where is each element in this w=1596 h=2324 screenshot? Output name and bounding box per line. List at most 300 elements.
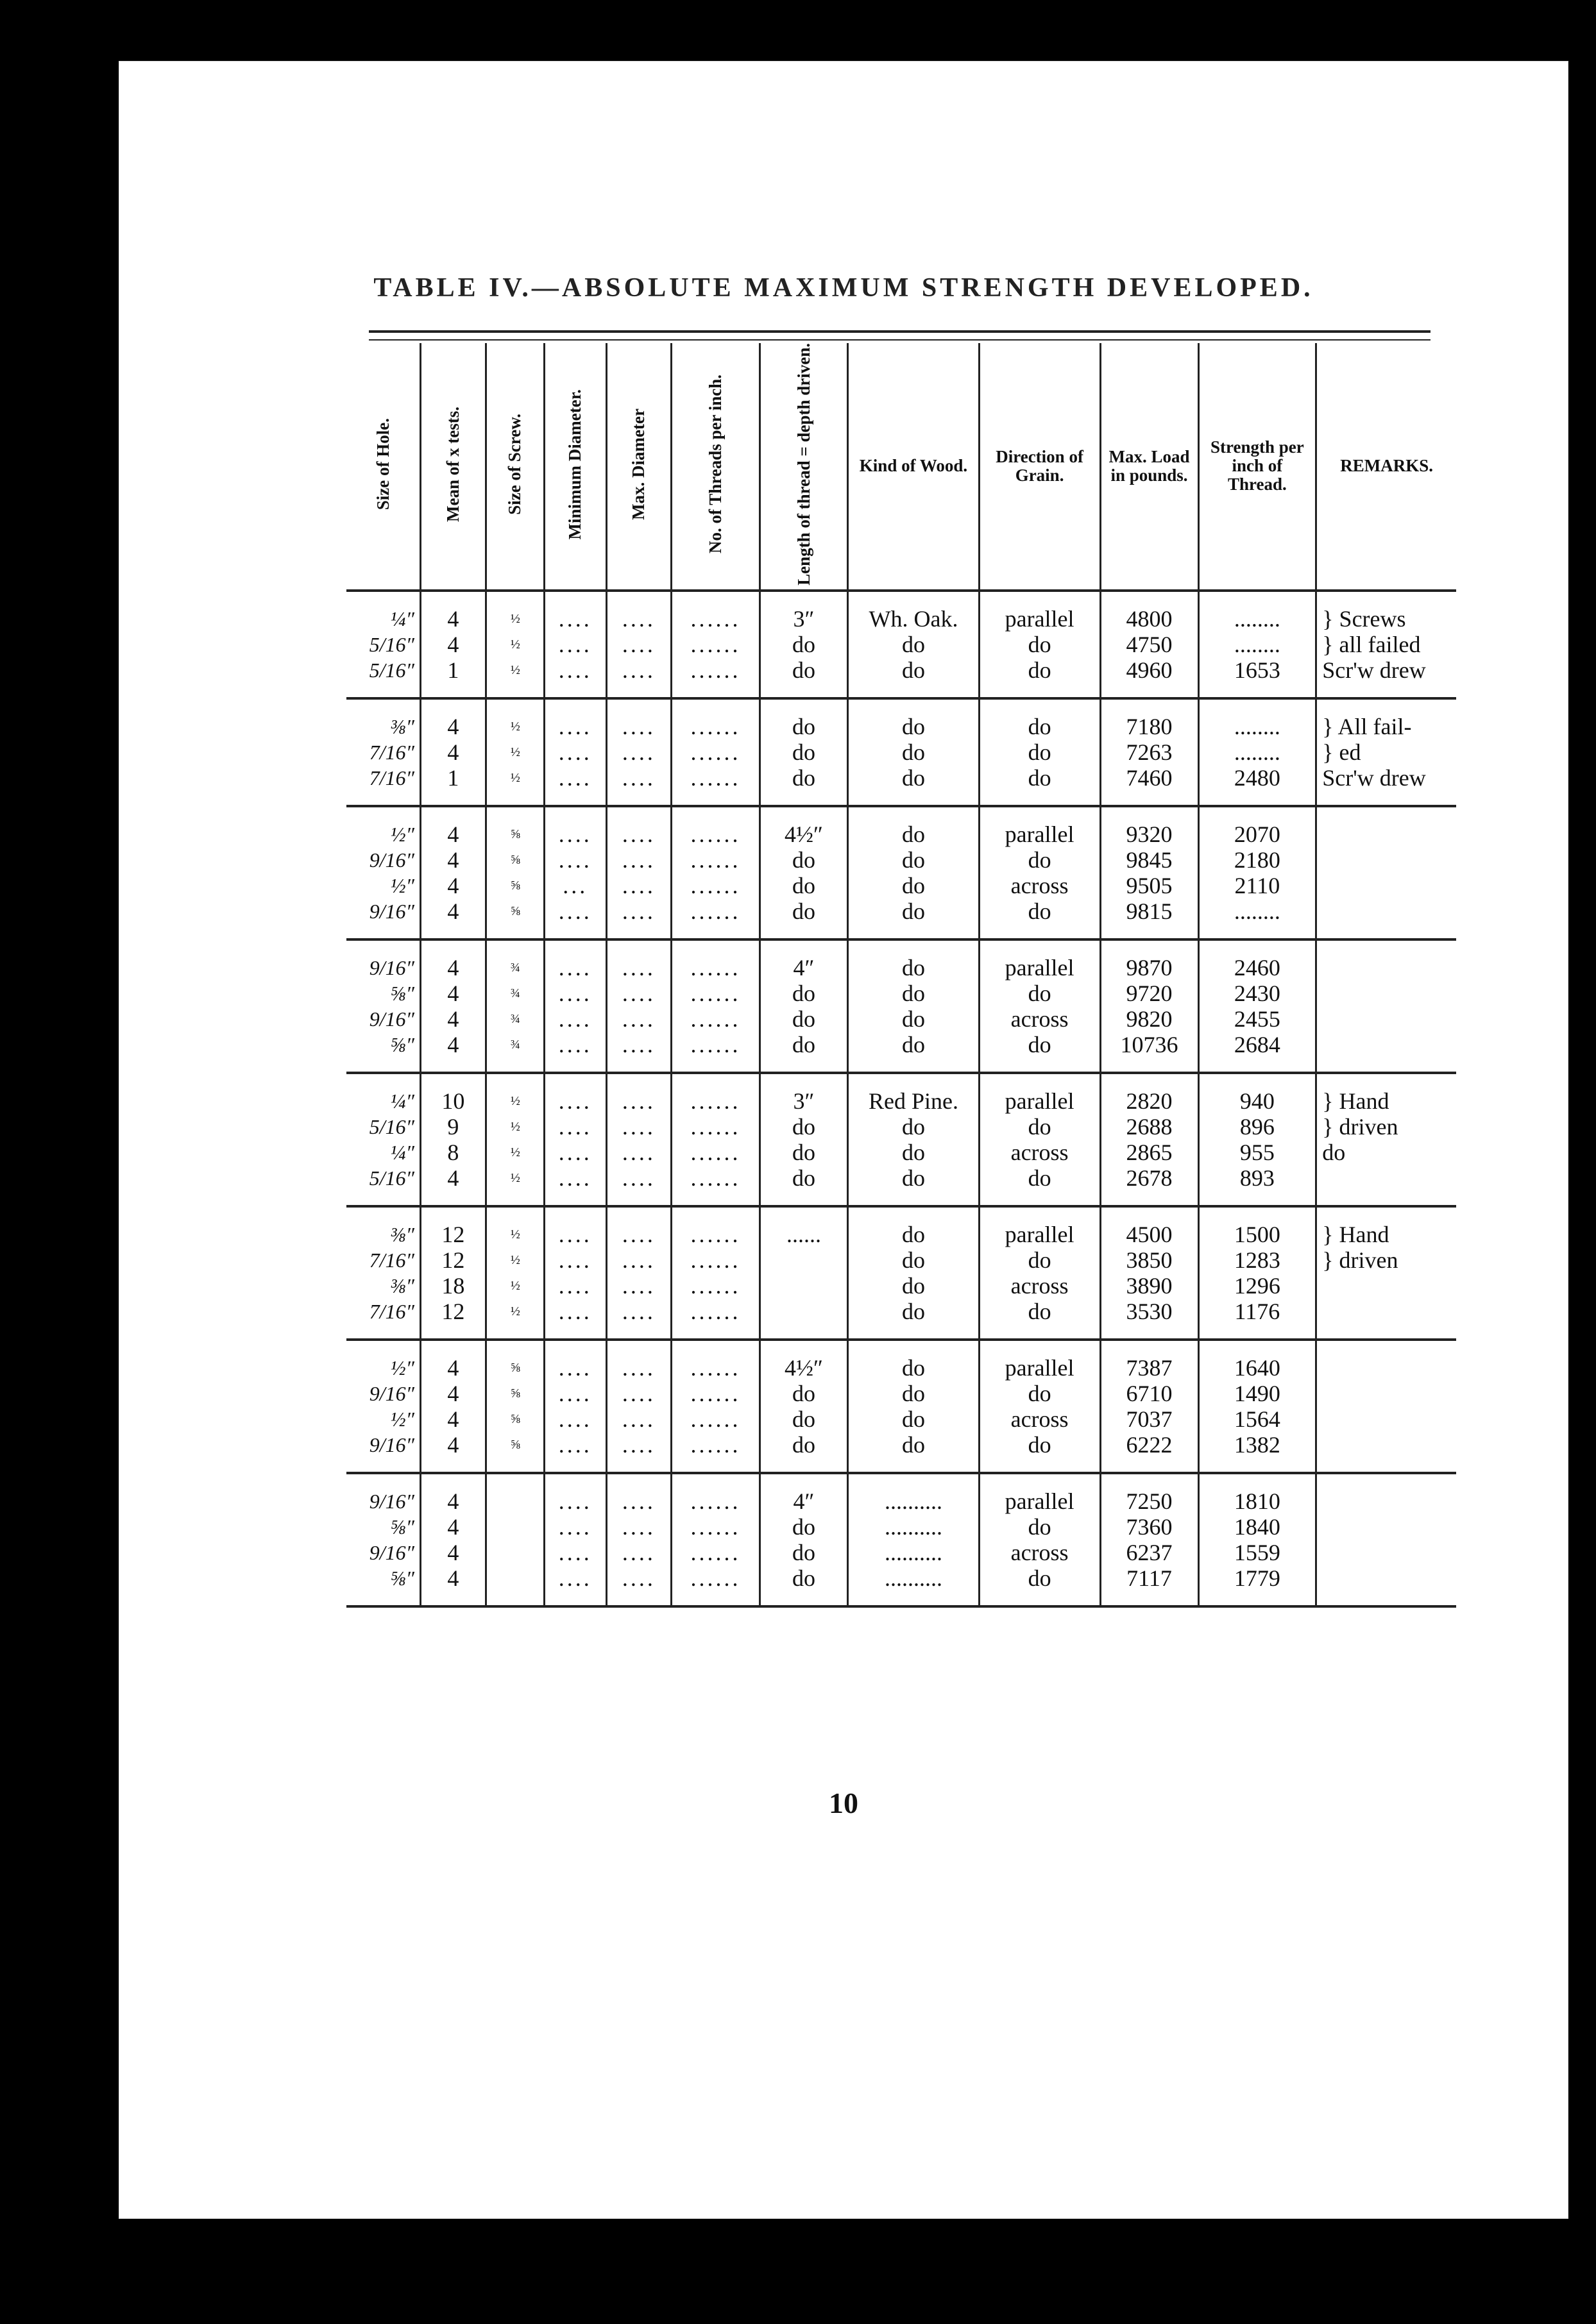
min-diameter-value: .... bbox=[558, 1565, 592, 1591]
remarks-value bbox=[1322, 1165, 1451, 1191]
remarks-value bbox=[1322, 1514, 1451, 1540]
mean-tests-value: 4 bbox=[447, 898, 459, 924]
threads-per-inch-cell bbox=[672, 1206, 760, 1340]
mean-tests-value: 4 bbox=[447, 713, 459, 739]
remarks-value bbox=[1322, 1406, 1451, 1432]
threads-per-inch-value: ...... bbox=[690, 605, 741, 632]
max-load-value: 7460 bbox=[1126, 764, 1173, 791]
max-diameter-cell bbox=[606, 591, 672, 698]
max-diameter-value: .... bbox=[622, 631, 656, 657]
screw-size-value: ½ bbox=[510, 1227, 520, 1242]
kind-of-wood-value: do bbox=[901, 713, 925, 739]
remarks-value bbox=[1322, 873, 1451, 898]
grain-direction-value: parallel bbox=[1005, 605, 1074, 632]
mean-tests-value: 4 bbox=[447, 846, 459, 873]
strength-per-inch-cell bbox=[1198, 698, 1316, 806]
strength-per-inch-cell bbox=[1198, 1340, 1316, 1473]
thread-length-value: do bbox=[792, 764, 816, 791]
grain-direction-cell bbox=[979, 939, 1100, 1073]
mean-tests-value: 4 bbox=[447, 1031, 459, 1057]
screw-size-value: ⅝ bbox=[510, 827, 520, 841]
min-diameter-value: .... bbox=[558, 764, 592, 791]
max-diameter-value: .... bbox=[622, 872, 656, 898]
screw-size-value: ½ bbox=[510, 719, 520, 734]
max-load-value: 4500 bbox=[1126, 1221, 1173, 1247]
remarks-value bbox=[1322, 821, 1451, 847]
kind-of-wood-value: do bbox=[901, 764, 925, 791]
remarks-value: Scr'w drew bbox=[1322, 764, 1426, 791]
threads-per-inch-value: ...... bbox=[690, 631, 741, 657]
screw-size-cell bbox=[486, 1340, 544, 1473]
threads-per-inch-value: ...... bbox=[690, 1165, 741, 1191]
strength-per-inch-cell bbox=[1198, 1473, 1316, 1606]
max-diameter-value: .... bbox=[622, 1380, 656, 1406]
remarks-cell bbox=[1316, 939, 1456, 1073]
mean-tests-value: 4 bbox=[447, 605, 459, 632]
max-diameter-value: .... bbox=[622, 846, 656, 873]
mean-tests-value: 1 bbox=[447, 657, 459, 683]
threads-per-inch-value: ...... bbox=[690, 764, 741, 791]
max-load-value: 6710 bbox=[1126, 1380, 1173, 1406]
hole-size-value: ½″ bbox=[390, 1356, 414, 1379]
threads-per-inch-cell bbox=[672, 1073, 760, 1206]
max-load-value: 7263 bbox=[1126, 739, 1173, 765]
strength-per-inch-cell bbox=[1198, 1206, 1316, 1340]
max-load-value: 2820 bbox=[1126, 1088, 1173, 1114]
strength-per-inch-value: ........ bbox=[1234, 713, 1280, 739]
table-title: TABLE IV.—ABSOLUTE MAXIMUM STRENGTH DEVELOPED. bbox=[373, 273, 1314, 303]
grain-direction-value: across bbox=[1010, 1006, 1069, 1032]
max-diameter-value: .... bbox=[622, 1139, 656, 1165]
min-diameter-cell bbox=[545, 939, 607, 1073]
threads-per-inch-value: ...... bbox=[690, 657, 741, 683]
kind-of-wood-cell bbox=[848, 806, 979, 939]
max-load-value: 10736 bbox=[1120, 1031, 1178, 1057]
hole-size-value: ⅜″ bbox=[390, 1274, 414, 1297]
min-diameter-value: .... bbox=[558, 821, 592, 847]
mean-tests-value: 12 bbox=[441, 1221, 465, 1247]
min-diameter-value: .... bbox=[558, 657, 592, 683]
screw-size-value: ⅝ bbox=[510, 1411, 520, 1426]
min-diameter-cell bbox=[545, 1473, 607, 1606]
max-diameter-value: .... bbox=[622, 1113, 656, 1140]
min-diameter-cell bbox=[545, 806, 607, 939]
min-diameter-value: .... bbox=[558, 1298, 592, 1324]
hole-size-value: 9/16″ bbox=[369, 1007, 414, 1031]
min-diameter-value: .... bbox=[558, 739, 592, 765]
max-diameter-value: .... bbox=[622, 821, 656, 847]
kind-of-wood-value: do bbox=[901, 739, 925, 765]
remarks-value bbox=[1322, 1381, 1451, 1406]
grain-direction-value: parallel bbox=[1005, 821, 1074, 847]
strength-per-inch-value: 1490 bbox=[1234, 1380, 1280, 1406]
strength-per-inch-value: 893 bbox=[1239, 1165, 1275, 1191]
max-diameter-value: .... bbox=[622, 1247, 656, 1273]
mean-tests-value: 4 bbox=[447, 1488, 459, 1514]
mean-tests-value: 4 bbox=[447, 1539, 459, 1565]
hole-size-value: 9/16″ bbox=[369, 1540, 414, 1564]
min-diameter-value: .... bbox=[558, 1406, 592, 1432]
kind-of-wood-value: do bbox=[901, 1139, 925, 1165]
remarks-value bbox=[1322, 1299, 1451, 1324]
thread-length-value bbox=[766, 1299, 842, 1324]
header-size-hole: Size of Hole. bbox=[373, 418, 393, 510]
hole-size-value: 5/16″ bbox=[369, 658, 414, 682]
threads-per-inch-value: ...... bbox=[690, 1513, 741, 1540]
mean-tests-value: 18 bbox=[441, 1272, 465, 1299]
remarks-value bbox=[1322, 1432, 1451, 1458]
max-load-cell bbox=[1100, 591, 1198, 698]
grain-direction-cell bbox=[979, 806, 1100, 939]
min-diameter-value: .... bbox=[558, 1539, 592, 1565]
screw-size-value: ¾ bbox=[510, 1011, 520, 1026]
grain-direction-value: do bbox=[1028, 1031, 1051, 1057]
screw-size-cell bbox=[486, 698, 544, 806]
max-load-value: 7180 bbox=[1126, 713, 1173, 739]
strength-per-inch-value: 1283 bbox=[1234, 1247, 1280, 1273]
grain-direction-value: across bbox=[1010, 1406, 1069, 1432]
header-kind-wood: Kind of Wood. bbox=[848, 343, 979, 591]
remarks-value bbox=[1322, 1006, 1451, 1032]
strength-per-inch-cell bbox=[1198, 806, 1316, 939]
screw-size-value: ⅝ bbox=[510, 1360, 520, 1375]
hole-size-value: ½″ bbox=[390, 1407, 414, 1431]
kind-of-wood-value: do bbox=[901, 898, 925, 924]
header-threads-per-inch: No. of Threads per inch. bbox=[705, 375, 725, 554]
screw-size-value: ½ bbox=[510, 1304, 520, 1318]
screw-size-value bbox=[492, 1488, 538, 1514]
max-load-value: 3850 bbox=[1126, 1247, 1173, 1273]
remarks-value: Scr'w drew bbox=[1322, 657, 1426, 683]
hole-size-value: ½″ bbox=[390, 873, 414, 897]
grain-direction-value: parallel bbox=[1005, 1221, 1074, 1247]
kind-of-wood-cell bbox=[848, 1340, 979, 1473]
min-diameter-cell bbox=[545, 1340, 607, 1473]
kind-of-wood-value: do bbox=[901, 1221, 925, 1247]
thread-length-value: do bbox=[792, 1031, 816, 1057]
min-diameter-value: .... bbox=[558, 1488, 592, 1514]
max-load-value: 4960 bbox=[1126, 657, 1173, 683]
remarks-value bbox=[1322, 1032, 1451, 1057]
max-load-value: 3530 bbox=[1126, 1298, 1173, 1324]
max-diameter-cell bbox=[606, 698, 672, 806]
strength-per-inch-value: 1779 bbox=[1234, 1565, 1280, 1591]
mean-tests-value: 4 bbox=[447, 1354, 459, 1381]
grain-direction-cell bbox=[979, 1473, 1100, 1606]
thread-length-value: 4″ bbox=[793, 954, 815, 981]
max-load-cell bbox=[1100, 1073, 1198, 1206]
grain-direction-cell bbox=[979, 1340, 1100, 1473]
remarks-value bbox=[1322, 1273, 1451, 1299]
max-diameter-value: .... bbox=[622, 764, 656, 791]
hole-size-cell bbox=[346, 1473, 421, 1606]
screw-size-value: ¾ bbox=[510, 1037, 520, 1052]
threads-per-inch-value: ...... bbox=[690, 980, 741, 1006]
screw-size-value: ½ bbox=[510, 1093, 520, 1108]
strength-per-inch-value: 2430 bbox=[1234, 980, 1280, 1006]
hole-size-value: ⅜″ bbox=[390, 1222, 414, 1246]
mean-tests-cell bbox=[421, 698, 486, 806]
kind-of-wood-value: do bbox=[901, 1031, 925, 1057]
max-diameter-value: .... bbox=[622, 1354, 656, 1381]
screw-size-value: ⅝ bbox=[510, 904, 520, 918]
hole-size-cell bbox=[346, 939, 421, 1073]
mean-tests-value: 8 bbox=[447, 1139, 459, 1165]
thread-length-value: do bbox=[792, 1006, 816, 1032]
table-row-group bbox=[346, 1473, 1456, 1606]
hole-size-value: ¼″ bbox=[390, 1089, 414, 1113]
mean-tests-value: 4 bbox=[447, 980, 459, 1006]
hole-size-value: ⅝″ bbox=[390, 981, 414, 1005]
strength-per-inch-value: 1500 bbox=[1234, 1221, 1280, 1247]
remarks-cell bbox=[1316, 1073, 1456, 1206]
table-row-group bbox=[346, 1206, 1456, 1340]
thread-length-cell bbox=[760, 1073, 848, 1206]
thread-length-cell bbox=[760, 1206, 848, 1340]
strength-per-inch-value: 2070 bbox=[1234, 821, 1280, 847]
grain-direction-value: do bbox=[1028, 1431, 1051, 1458]
min-diameter-value: .... bbox=[558, 1221, 592, 1247]
threads-per-inch-value: ...... bbox=[690, 954, 741, 981]
grain-direction-value: across bbox=[1010, 872, 1069, 898]
grain-direction-value: do bbox=[1028, 631, 1051, 657]
kind-of-wood-value: .......... bbox=[884, 1539, 942, 1565]
screw-size-value: ⅝ bbox=[510, 1386, 520, 1401]
threads-per-inch-value: ...... bbox=[690, 1565, 741, 1591]
grain-direction-value: parallel bbox=[1005, 1488, 1074, 1514]
remarks-value bbox=[1322, 955, 1451, 981]
screw-size-value: ½ bbox=[510, 1278, 520, 1293]
threads-per-inch-value: ...... bbox=[690, 1272, 741, 1299]
kind-of-wood-value: .......... bbox=[884, 1513, 942, 1540]
min-diameter-value: .... bbox=[558, 954, 592, 981]
kind-of-wood-value: do bbox=[901, 1006, 925, 1032]
mean-tests-cell bbox=[421, 1073, 486, 1206]
hole-size-value: ⅝″ bbox=[390, 1515, 414, 1538]
mean-tests-cell bbox=[421, 806, 486, 939]
max-load-value: 9720 bbox=[1126, 980, 1173, 1006]
kind-of-wood-cell bbox=[848, 939, 979, 1073]
max-diameter-value: .... bbox=[622, 1431, 656, 1458]
screw-size-cell bbox=[486, 806, 544, 939]
thread-length-value: do bbox=[792, 1431, 816, 1458]
kind-of-wood-value: .......... bbox=[884, 1565, 942, 1591]
threads-per-inch-value: ...... bbox=[690, 821, 741, 847]
max-load-value: 2678 bbox=[1126, 1165, 1173, 1191]
threads-per-inch-cell bbox=[672, 939, 760, 1073]
thread-length-value: do bbox=[792, 872, 816, 898]
min-diameter-value: .... bbox=[558, 980, 592, 1006]
threads-per-inch-value: ...... bbox=[690, 1488, 741, 1514]
thread-length-value: 4″ bbox=[793, 1488, 815, 1514]
grain-direction-value: do bbox=[1028, 657, 1051, 683]
threads-per-inch-value: ...... bbox=[690, 1247, 741, 1273]
max-diameter-value: .... bbox=[622, 1406, 656, 1432]
screw-size-value: ½ bbox=[510, 770, 520, 785]
threads-per-inch-value: ...... bbox=[690, 1539, 741, 1565]
thread-length-value: do bbox=[792, 980, 816, 1006]
kind-of-wood-value: do bbox=[901, 1298, 925, 1324]
min-diameter-value: .... bbox=[558, 1431, 592, 1458]
max-load-value: 7037 bbox=[1126, 1406, 1173, 1432]
max-load-cell bbox=[1100, 806, 1198, 939]
hole-size-cell bbox=[346, 698, 421, 806]
threads-per-inch-value: ...... bbox=[690, 1139, 741, 1165]
mean-tests-value: 4 bbox=[447, 872, 459, 898]
kind-of-wood-value: do bbox=[901, 657, 925, 683]
mean-tests-cell bbox=[421, 1206, 486, 1340]
min-diameter-value: .... bbox=[558, 1354, 592, 1381]
max-diameter-value: .... bbox=[622, 739, 656, 765]
thread-length-cell bbox=[760, 1340, 848, 1473]
threads-per-inch-value: ...... bbox=[690, 1006, 741, 1032]
max-diameter-value: .... bbox=[622, 1539, 656, 1565]
hole-size-value: 7/16″ bbox=[369, 740, 414, 764]
header-remarks: REMARKS. bbox=[1316, 343, 1456, 591]
grain-direction-value: do bbox=[1028, 1165, 1051, 1191]
table-row-group bbox=[346, 806, 1456, 939]
kind-of-wood-value: do bbox=[901, 1165, 925, 1191]
threads-per-inch-value: ...... bbox=[690, 1221, 741, 1247]
mean-tests-value: 4 bbox=[447, 821, 459, 847]
min-diameter-value: .... bbox=[558, 631, 592, 657]
hole-size-value: ⅝″ bbox=[390, 1566, 414, 1590]
thread-length-value bbox=[766, 1247, 842, 1273]
screw-size-cell bbox=[486, 939, 544, 1073]
grain-direction-value: do bbox=[1028, 898, 1051, 924]
grain-direction-value: do bbox=[1028, 1298, 1051, 1324]
kind-of-wood-cell bbox=[848, 1473, 979, 1606]
max-diameter-value: .... bbox=[622, 1088, 656, 1114]
strength-per-inch-cell bbox=[1198, 939, 1316, 1073]
max-load-value: 7250 bbox=[1126, 1488, 1173, 1514]
mean-tests-value: 9 bbox=[447, 1113, 459, 1140]
mean-tests-cell bbox=[421, 939, 486, 1073]
screw-size-cell bbox=[486, 1206, 544, 1340]
max-load-value: 9505 bbox=[1126, 872, 1173, 898]
min-diameter-value: .... bbox=[558, 605, 592, 632]
hole-size-cell bbox=[346, 1206, 421, 1340]
strength-per-inch-value: 940 bbox=[1239, 1088, 1275, 1114]
table-row-group bbox=[346, 1073, 1456, 1206]
min-diameter-value: .... bbox=[558, 1272, 592, 1299]
strength-per-inch-value: 1296 bbox=[1234, 1272, 1280, 1299]
kind-of-wood-cell bbox=[848, 591, 979, 698]
hole-size-value: 5/16″ bbox=[369, 1115, 414, 1138]
max-diameter-value: .... bbox=[622, 1513, 656, 1540]
min-diameter-cell bbox=[545, 698, 607, 806]
max-diameter-value: .... bbox=[622, 1165, 656, 1191]
grain-direction-value: across bbox=[1010, 1539, 1069, 1565]
strength-per-inch-value: 1640 bbox=[1234, 1354, 1280, 1381]
thread-length-value: do bbox=[792, 1406, 816, 1432]
strength-per-inch-cell bbox=[1198, 591, 1316, 698]
thread-length-value: do bbox=[792, 713, 816, 739]
grain-direction-value: do bbox=[1028, 713, 1051, 739]
mean-tests-value: 4 bbox=[447, 1513, 459, 1540]
threads-per-inch-value: ...... bbox=[690, 872, 741, 898]
strength-per-inch-value: 1559 bbox=[1234, 1539, 1280, 1565]
min-diameter-value: .... bbox=[558, 1031, 592, 1057]
max-load-value: 9815 bbox=[1126, 898, 1173, 924]
hole-size-value: ¼″ bbox=[390, 1140, 414, 1164]
hole-size-value: ⅝″ bbox=[390, 1032, 414, 1056]
min-diameter-cell bbox=[545, 1206, 607, 1340]
max-diameter-cell bbox=[606, 806, 672, 939]
kind-of-wood-value: Wh. Oak. bbox=[869, 605, 958, 632]
strength-per-inch-value: 955 bbox=[1239, 1139, 1275, 1165]
max-diameter-cell bbox=[606, 1473, 672, 1606]
remarks-value bbox=[1322, 981, 1451, 1006]
thread-length-value: do bbox=[792, 631, 816, 657]
kind-of-wood-cell bbox=[848, 1206, 979, 1340]
min-diameter-value: .... bbox=[558, 1165, 592, 1191]
screw-size-cell bbox=[486, 1073, 544, 1206]
screw-size-value: ½ bbox=[510, 745, 520, 759]
thread-length-cell bbox=[760, 698, 848, 806]
max-load-cell bbox=[1100, 1206, 1198, 1340]
screw-size-value: ½ bbox=[510, 1252, 520, 1267]
max-diameter-value: .... bbox=[622, 713, 656, 739]
thread-length-value: 4½″ bbox=[785, 821, 824, 847]
max-load-value: 2865 bbox=[1126, 1139, 1173, 1165]
thread-length-value: do bbox=[792, 1539, 816, 1565]
max-diameter-value: .... bbox=[622, 605, 656, 632]
hole-size-value: 9/16″ bbox=[369, 956, 414, 979]
thread-length-cell bbox=[760, 806, 848, 939]
max-diameter-value: .... bbox=[622, 1006, 656, 1032]
max-load-value: 9870 bbox=[1126, 954, 1173, 981]
mean-tests-value: 4 bbox=[447, 631, 459, 657]
strength-per-inch-value: 1382 bbox=[1234, 1431, 1280, 1458]
screw-size-value: ½ bbox=[510, 611, 520, 626]
screw-size-value: ⅝ bbox=[510, 852, 520, 867]
strength-per-inch-value: 1176 bbox=[1234, 1298, 1280, 1324]
kind-of-wood-value: do bbox=[901, 872, 925, 898]
max-diameter-value: .... bbox=[622, 898, 656, 924]
hole-size-value: 9/16″ bbox=[369, 1433, 414, 1456]
threads-per-inch-value: ...... bbox=[690, 898, 741, 924]
remarks-value bbox=[1322, 1540, 1451, 1565]
min-diameter-value: .... bbox=[558, 898, 592, 924]
max-diameter-value: .... bbox=[622, 1565, 656, 1591]
threads-per-inch-value: ...... bbox=[690, 713, 741, 739]
max-diameter-value: .... bbox=[622, 954, 656, 981]
kind-of-wood-cell bbox=[848, 698, 979, 806]
remarks-value: } All fail- bbox=[1322, 713, 1412, 739]
max-diameter-cell bbox=[606, 1340, 672, 1473]
remarks-value bbox=[1322, 847, 1451, 873]
header-row bbox=[346, 343, 1456, 591]
min-diameter-value: .... bbox=[558, 1247, 592, 1273]
max-diameter-value: .... bbox=[622, 1221, 656, 1247]
mean-tests-value: 10 bbox=[441, 1088, 465, 1114]
strength-per-inch-cell bbox=[1198, 1073, 1316, 1206]
header-max-load: Max. Load in pounds. bbox=[1100, 343, 1198, 591]
remarks-cell bbox=[1316, 698, 1456, 806]
header-strength: Strength per inch of Thread. bbox=[1198, 343, 1316, 591]
min-diameter-value: ... bbox=[563, 872, 588, 898]
strength-per-inch-value: 2684 bbox=[1234, 1031, 1280, 1057]
screw-size-value: ½ bbox=[510, 637, 520, 652]
kind-of-wood-value: do bbox=[901, 846, 925, 873]
strength-per-inch-value: 2180 bbox=[1234, 846, 1280, 873]
hole-size-value: ½″ bbox=[390, 822, 414, 846]
grain-direction-value: across bbox=[1010, 1139, 1069, 1165]
strength-per-inch-value: 1564 bbox=[1234, 1406, 1280, 1432]
max-diameter-cell bbox=[606, 939, 672, 1073]
kind-of-wood-value: do bbox=[901, 1354, 925, 1381]
